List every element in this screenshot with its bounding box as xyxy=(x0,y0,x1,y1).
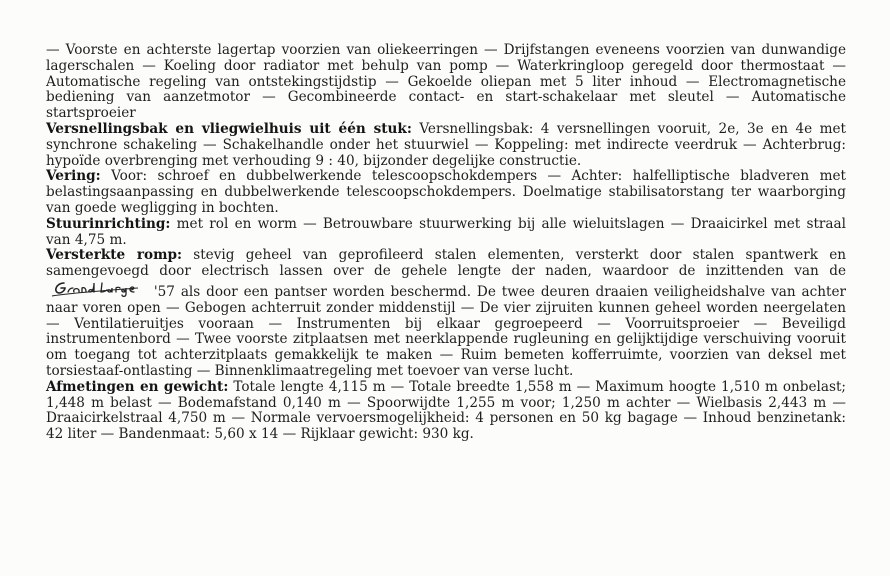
steering-heading: Stuurinrichting: xyxy=(46,215,171,232)
gearbox-section xyxy=(46,122,846,169)
dimensions-section xyxy=(46,380,846,443)
suspension-heading: Vering: xyxy=(46,168,101,185)
body-heading: Versterkte romp: xyxy=(46,247,182,264)
steering-text: met rol en worm — Betrouwbare stuurwerking bij alle wieluitslagen — Draaicirkel met straal van 4,75 m. xyxy=(46,215,846,248)
gearbox-text: Versnellingsbak: 4 versnellingen vooruit, 2e, 3e en 4e met synchrone schakeling — Schakelhandle onder het stuurwiel — Koppeling: met indirecte veerdruk — Achterbrug: hypoïde overbrenging met verhouding 9 : 40, bijzonder degelijke constructie. xyxy=(46,120,846,169)
dimensions-text: Totale lengte 4,115 m — Totale breedte 1,558 m — Maximum hoogte 1,510 m onbelast; 1,448 m belast — Bodemafstand 0,140 m — Spoorwijdte 1,255 m voor; 1,250 m achter — Wielbasis 2,443 m — Draaicirkelstraal 4,750 m — Normale vervoersmogelijkheid: 4 personen en 50 kg bagage — Inhoud benzinetank: 42 liter — Bandenmaat: 5,60 x 14 — Rijklaar gewicht: 930 kg. xyxy=(46,378,846,443)
steering-section xyxy=(46,217,846,249)
engine-continued-text: — Voorste en achterste lagertap voorzien van oliekeerringen — Drijfstangen eveneens voorzien van dunwandige lagerschalen — Koeling door radiator met behulp van pomp — Waterkringloop geregeld door thermostaat — Automatische regeling van ontstekingstijdstip — Gekoelde oliepan met 5 liter inhoud — Electromagnetische bediening van aanzetmotor — Gecombineerde contact- en start-schakelaar met sleutel — Automatische startsproeier xyxy=(46,42,846,122)
suspension-text: Voor: schroef en dubbelwerkende telescoopschokdempers — Achter: halfelliptische bladveren met belastingsaanpassing en dubbelwerkende telescoopschokdempers. Doelmatige stabilisatorstang ter waarborging van goede wegligging in bochten. xyxy=(46,168,846,216)
dimensions-heading: Afmetingen en gewicht: xyxy=(46,378,229,395)
body-section xyxy=(46,248,846,379)
grand-large-logo xyxy=(50,280,142,300)
gearbox-heading: Versnellingsbak en vliegwielhuis uit één stuk: xyxy=(46,120,412,137)
body-text-before: stevig geheel van geprofileerd stalen elementen, versterkt door stalen spantwerk en samengevoegd door electrisch lassen over de gehele lengte der naden, waardoor de inzittenden van de xyxy=(46,247,846,280)
spec-text-block xyxy=(46,43,846,443)
suspension-section xyxy=(46,169,846,216)
engine-continued-paragraph xyxy=(46,43,846,122)
body-text-after: '57 als door een pantser worden beschermd. De twee deuren draaien veiligheidshalve van achter naar voren open — Gebogen achterruit zonder middenstijl — De vier zijruiten kunnen geheel worden neergelaten — Ventilatieruitjes vooraan — Instrumenten bij elkaar gegroepeerd — Voorruitsproeier — Beveiligd instrumentenbord — Twee voorste zitplaatsen met neerklappende rugleuning en gelijktijdige verschuiving vooruit om toegang tot achterzitplaats gemakkelijk te maken — Ruim bemeten kofferruimte, voorzien van deksel met torsiestaaf-ontlasting — Binnenklimaatregeling met toevoer van verse lucht. xyxy=(46,283,846,379)
